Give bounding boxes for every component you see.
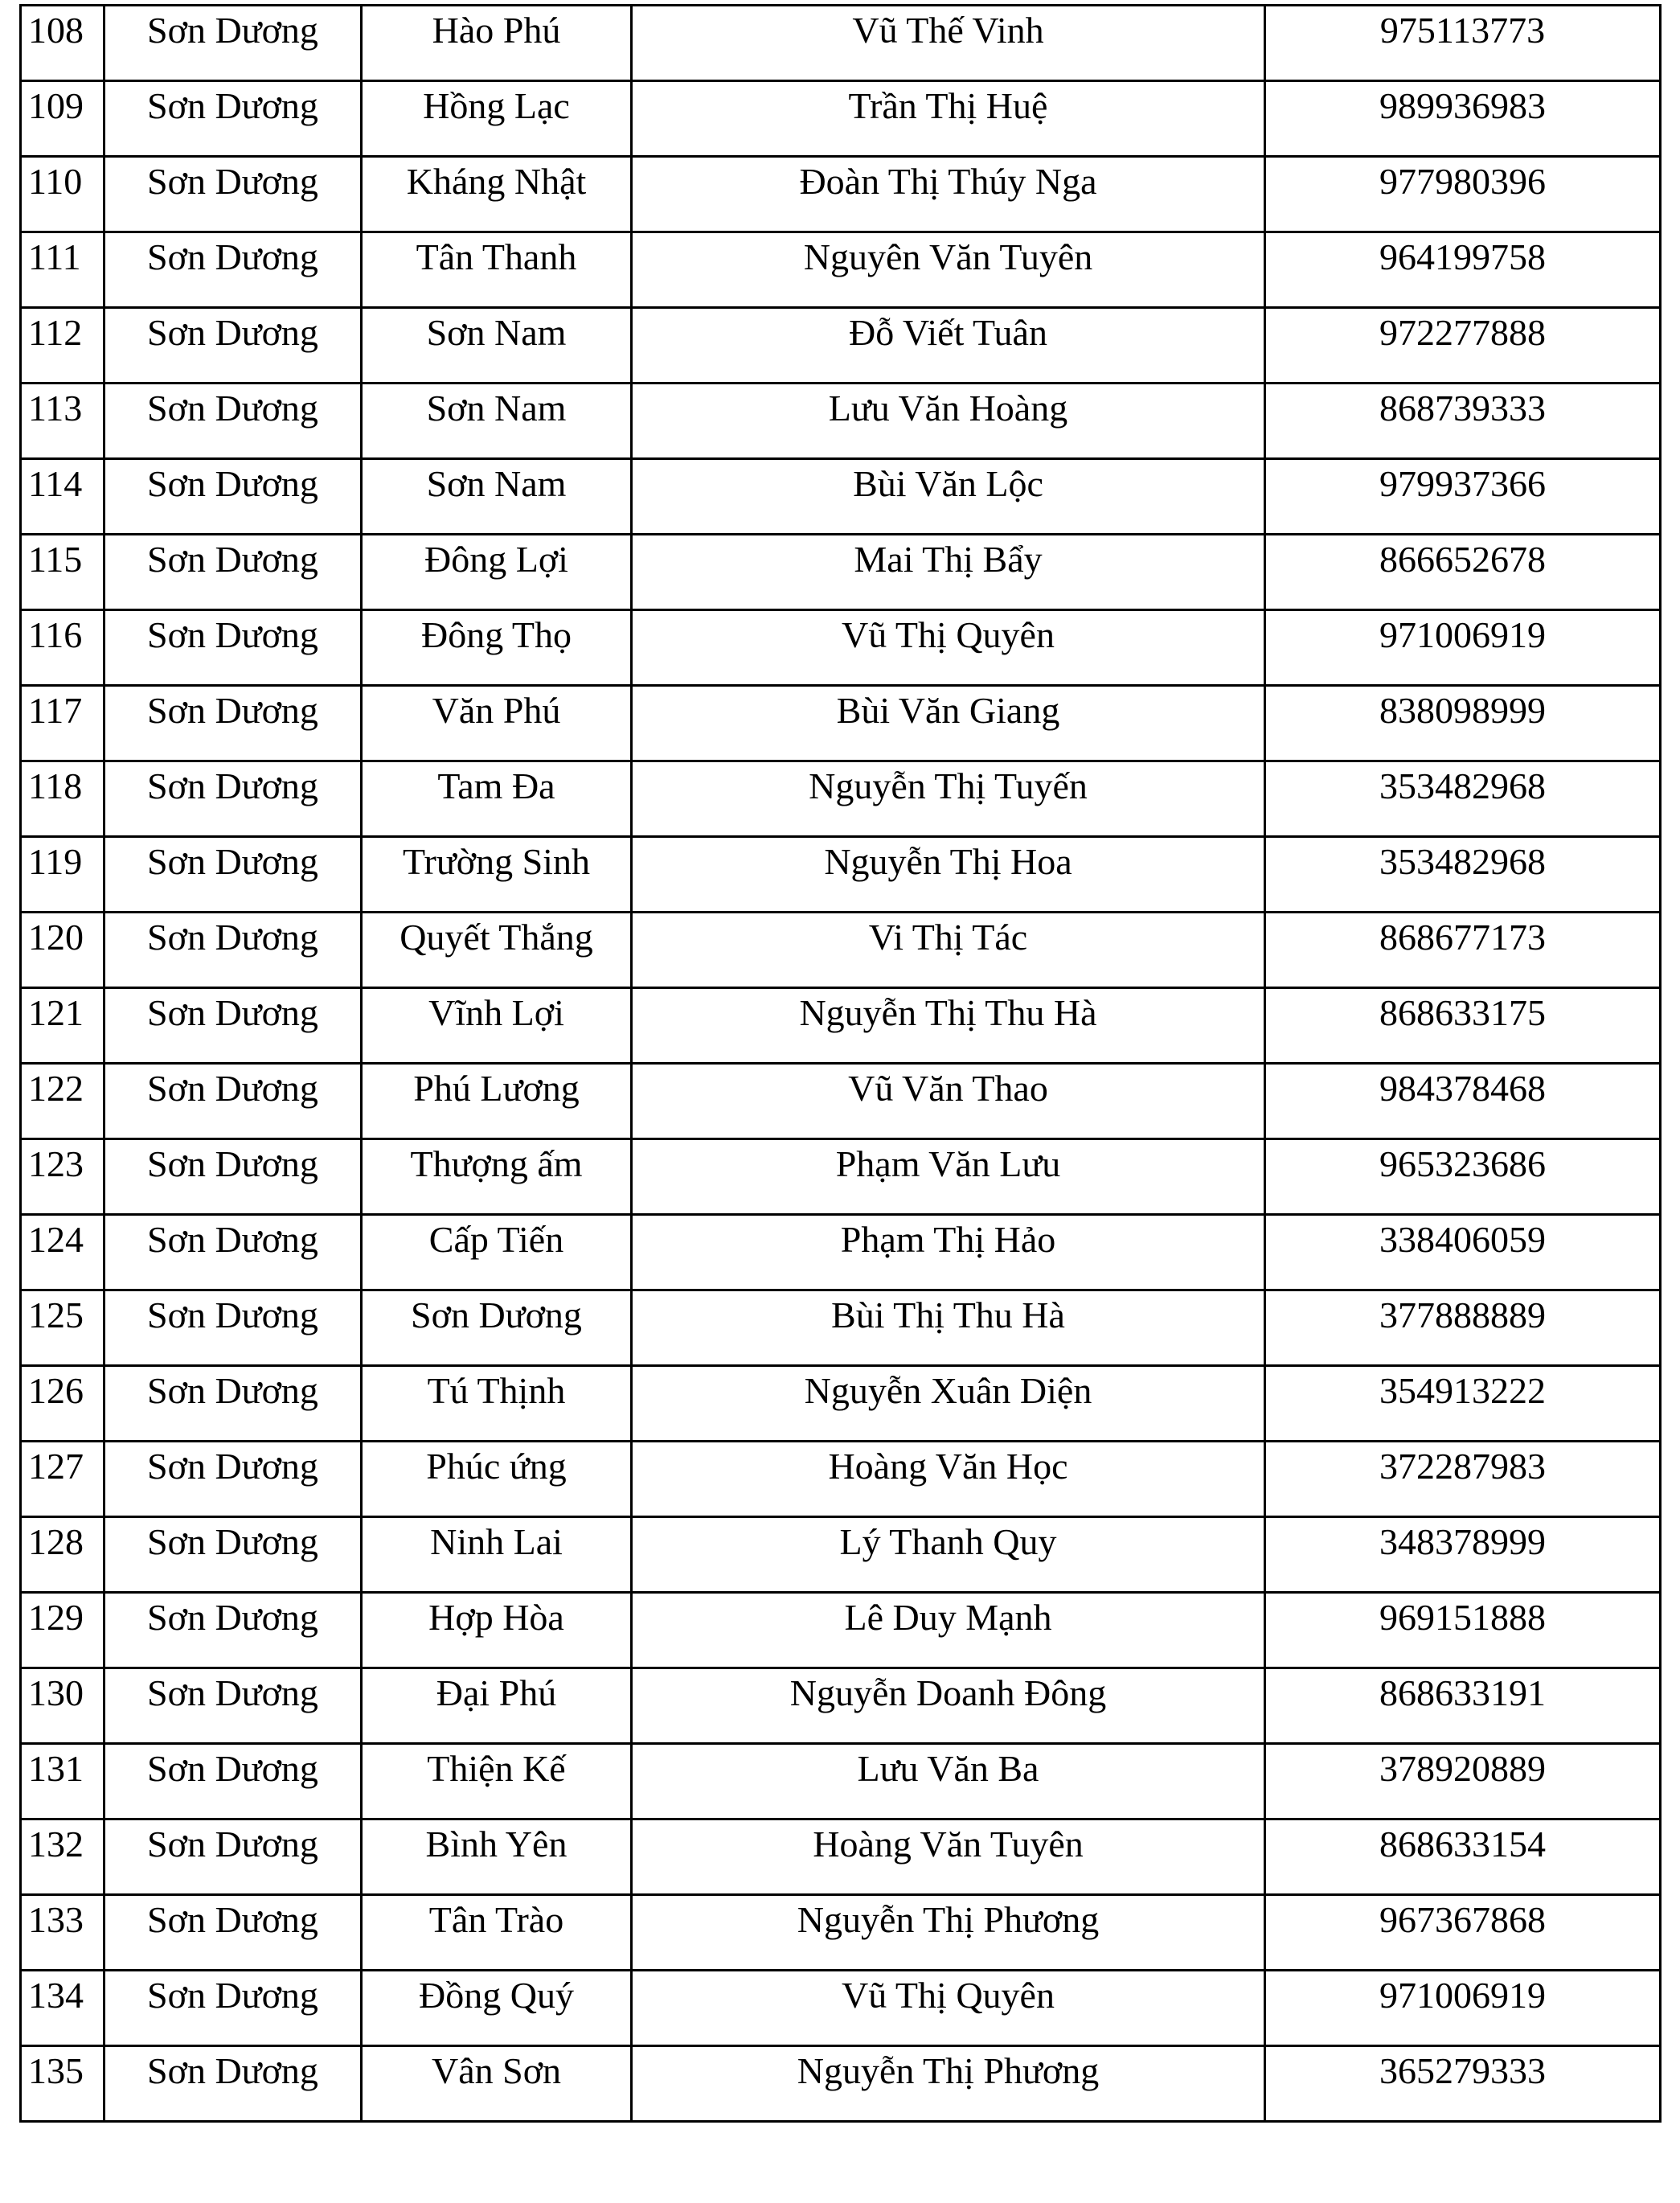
- commune-cell: Tam Đa: [362, 761, 632, 837]
- person-name-cell: Vũ Thị Quyên: [632, 610, 1265, 686]
- table-row: [21, 1290, 1661, 1366]
- table-row: [21, 535, 1661, 610]
- person-name-cell: Bùi Thị Thu Hà: [632, 1290, 1265, 1366]
- district-cell: Sơn Dương: [104, 988, 362, 1064]
- commune-cell: Sơn Dương: [362, 1290, 632, 1366]
- phone-number-cell: 868677173: [1265, 913, 1661, 988]
- phone-number-cell: 353482968: [1265, 837, 1661, 913]
- table-body: [21, 6, 1661, 2122]
- table-row: [21, 2046, 1661, 2122]
- row-number-cell: 130: [21, 1668, 104, 1744]
- phone-number-cell: 866652678: [1265, 535, 1661, 610]
- commune-cell: Sơn Nam: [362, 384, 632, 459]
- phone-number-cell: 964199758: [1265, 232, 1661, 308]
- row-number-cell: 121: [21, 988, 104, 1064]
- phone-number-cell: 984378468: [1265, 1064, 1661, 1139]
- person-name-cell: Bùi Văn Lộc: [632, 459, 1265, 535]
- row-number-cell: 116: [21, 610, 104, 686]
- table-row: [21, 1819, 1661, 1895]
- commune-cell: Đông Lợi: [362, 535, 632, 610]
- row-number-cell: 108: [21, 6, 104, 81]
- district-cell: Sơn Dương: [104, 1517, 362, 1593]
- phone-number-cell: 838098999: [1265, 686, 1661, 761]
- phone-number-cell: 354913222: [1265, 1366, 1661, 1442]
- phone-number-cell: 979937366: [1265, 459, 1661, 535]
- district-cell: Sơn Dương: [104, 1064, 362, 1139]
- row-number-cell: 133: [21, 1895, 104, 1971]
- table-row: [21, 1668, 1661, 1744]
- district-cell: Sơn Dương: [104, 1290, 362, 1366]
- commune-cell: Thượng ấm: [362, 1139, 632, 1215]
- person-name-cell: Lưu Văn Hoàng: [632, 384, 1265, 459]
- row-number-cell: 134: [21, 1971, 104, 2046]
- district-cell: Sơn Dương: [104, 913, 362, 988]
- person-name-cell: Vũ Thị Quyên: [632, 1971, 1265, 2046]
- person-name-cell: Nguyễn Thị Phương: [632, 1895, 1265, 1971]
- row-number-cell: 120: [21, 913, 104, 988]
- row-number-cell: 123: [21, 1139, 104, 1215]
- commune-cell: Sơn Nam: [362, 459, 632, 535]
- person-name-cell: Mai Thị Bẩy: [632, 535, 1265, 610]
- phone-number-cell: 353482968: [1265, 761, 1661, 837]
- phone-number-cell: 372287983: [1265, 1442, 1661, 1517]
- table-row: [21, 1895, 1661, 1971]
- district-cell: Sơn Dương: [104, 2046, 362, 2122]
- row-number-cell: 117: [21, 686, 104, 761]
- person-name-cell: Đoàn Thị Thúy Nga: [632, 157, 1265, 232]
- table-row: [21, 988, 1661, 1064]
- district-cell: Sơn Dương: [104, 157, 362, 232]
- person-name-cell: Nguyễn Thị Tuyến: [632, 761, 1265, 837]
- row-number-cell: 127: [21, 1442, 104, 1517]
- row-number-cell: 115: [21, 535, 104, 610]
- district-cell: Sơn Dương: [104, 232, 362, 308]
- person-name-cell: Nguyên Văn Tuyên: [632, 232, 1265, 308]
- phone-number-cell: 868633154: [1265, 1819, 1661, 1895]
- phone-number-cell: 971006919: [1265, 1971, 1661, 2046]
- district-cell: Sơn Dương: [104, 1819, 362, 1895]
- table-row: [21, 913, 1661, 988]
- commune-cell: Kháng Nhật: [362, 157, 632, 232]
- commune-cell: Sơn Nam: [362, 308, 632, 384]
- table-row: [21, 1517, 1661, 1593]
- table-row: [21, 6, 1661, 81]
- commune-cell: Đồng Quý: [362, 1971, 632, 2046]
- commune-cell: Hợp Hòa: [362, 1593, 632, 1668]
- district-cell: Sơn Dương: [104, 1593, 362, 1668]
- commune-cell: Tân Trào: [362, 1895, 632, 1971]
- commune-cell: Vân Sơn: [362, 2046, 632, 2122]
- row-number-cell: 128: [21, 1517, 104, 1593]
- person-name-cell: Nguyễn Xuân Diện: [632, 1366, 1265, 1442]
- commune-cell: Đông Thọ: [362, 610, 632, 686]
- row-number-cell: 126: [21, 1366, 104, 1442]
- person-name-cell: Lê Duy Mạnh: [632, 1593, 1265, 1668]
- commune-cell: Trường Sinh: [362, 837, 632, 913]
- person-name-cell: Phạm Thị Hảo: [632, 1215, 1265, 1290]
- commune-cell: Vĩnh Lợi: [362, 988, 632, 1064]
- table-row: [21, 1215, 1661, 1290]
- phone-number-cell: 868739333: [1265, 384, 1661, 459]
- table-row: [21, 1366, 1661, 1442]
- commune-cell: Phúc ứng: [362, 1442, 632, 1517]
- row-number-cell: 125: [21, 1290, 104, 1366]
- district-cell: Sơn Dương: [104, 1971, 362, 2046]
- person-name-cell: Bùi Văn Giang: [632, 686, 1265, 761]
- table-row: [21, 686, 1661, 761]
- district-cell: Sơn Dương: [104, 459, 362, 535]
- district-cell: Sơn Dương: [104, 535, 362, 610]
- commune-cell: Quyết Thắng: [362, 913, 632, 988]
- table-row: [21, 1744, 1661, 1819]
- row-number-cell: 114: [21, 459, 104, 535]
- row-number-cell: 112: [21, 308, 104, 384]
- phone-number-cell: 969151888: [1265, 1593, 1661, 1668]
- table-row: [21, 1971, 1661, 2046]
- row-number-cell: 122: [21, 1064, 104, 1139]
- commune-cell: Tú Thịnh: [362, 1366, 632, 1442]
- row-number-cell: 109: [21, 81, 104, 157]
- phone-number-cell: 868633175: [1265, 988, 1661, 1064]
- commune-cell: Bình Yên: [362, 1819, 632, 1895]
- person-name-cell: Vũ Văn Thao: [632, 1064, 1265, 1139]
- person-name-cell: Nguyễn Thị Hoa: [632, 837, 1265, 913]
- person-name-cell: Nguyễn Doanh Đông: [632, 1668, 1265, 1744]
- person-name-cell: Lý Thanh Quy: [632, 1517, 1265, 1593]
- district-cell: Sơn Dương: [104, 837, 362, 913]
- district-cell: Sơn Dương: [104, 384, 362, 459]
- commune-cell: Văn Phú: [362, 686, 632, 761]
- district-cell: Sơn Dương: [104, 610, 362, 686]
- district-cell: Sơn Dương: [104, 308, 362, 384]
- table-row: [21, 1593, 1661, 1668]
- person-name-cell: Trần Thị Huệ: [632, 81, 1265, 157]
- district-cell: Sơn Dương: [104, 686, 362, 761]
- table-row: [21, 157, 1661, 232]
- phone-number-cell: 971006919: [1265, 610, 1661, 686]
- row-number-cell: 113: [21, 384, 104, 459]
- phone-number-cell: 348378999: [1265, 1517, 1661, 1593]
- phone-number-cell: 975113773: [1265, 6, 1661, 81]
- commune-cell: Hào Phú: [362, 6, 632, 81]
- person-name-cell: Đỗ Viết Tuân: [632, 308, 1265, 384]
- phone-number-cell: 378920889: [1265, 1744, 1661, 1819]
- contact-table: [19, 4, 1662, 2123]
- table-row: [21, 384, 1661, 459]
- district-cell: Sơn Dương: [104, 1139, 362, 1215]
- district-cell: Sơn Dương: [104, 1895, 362, 1971]
- row-number-cell: 119: [21, 837, 104, 913]
- table-row: [21, 81, 1661, 157]
- row-number-cell: 111: [21, 232, 104, 308]
- row-number-cell: 132: [21, 1819, 104, 1895]
- table-row: [21, 1442, 1661, 1517]
- row-number-cell: 135: [21, 2046, 104, 2122]
- phone-number-cell: 868633191: [1265, 1668, 1661, 1744]
- row-number-cell: 131: [21, 1744, 104, 1819]
- phone-number-cell: 338406059: [1265, 1215, 1661, 1290]
- person-name-cell: Lưu Văn Ba: [632, 1744, 1265, 1819]
- person-name-cell: Vũ Thế Vinh: [632, 6, 1265, 81]
- district-cell: Sơn Dương: [104, 1744, 362, 1819]
- row-number-cell: 110: [21, 157, 104, 232]
- commune-cell: Thiện Kế: [362, 1744, 632, 1819]
- person-name-cell: Vi Thị Tác: [632, 913, 1265, 988]
- district-cell: Sơn Dương: [104, 1442, 362, 1517]
- row-number-cell: 118: [21, 761, 104, 837]
- commune-cell: Hồng Lạc: [362, 81, 632, 157]
- person-name-cell: Hoàng Văn Học: [632, 1442, 1265, 1517]
- table-row: [21, 1139, 1661, 1215]
- commune-cell: Cấp Tiến: [362, 1215, 632, 1290]
- commune-cell: Tân Thanh: [362, 232, 632, 308]
- phone-number-cell: 977980396: [1265, 157, 1661, 232]
- phone-number-cell: 972277888: [1265, 308, 1661, 384]
- table-row: [21, 232, 1661, 308]
- district-cell: Sơn Dương: [104, 1215, 362, 1290]
- row-number-cell: 124: [21, 1215, 104, 1290]
- table-row: [21, 459, 1661, 535]
- row-number-cell: 129: [21, 1593, 104, 1668]
- commune-cell: Ninh Lai: [362, 1517, 632, 1593]
- district-cell: Sơn Dương: [104, 6, 362, 81]
- person-name-cell: Hoàng Văn Tuyên: [632, 1819, 1265, 1895]
- person-name-cell: Nguyễn Thị Phương: [632, 2046, 1265, 2122]
- table-row: [21, 761, 1661, 837]
- district-cell: Sơn Dương: [104, 81, 362, 157]
- phone-number-cell: 965323686: [1265, 1139, 1661, 1215]
- commune-cell: Đại Phú: [362, 1668, 632, 1744]
- table-row: [21, 308, 1661, 384]
- person-name-cell: Nguyễn Thị Thu Hà: [632, 988, 1265, 1064]
- phone-number-cell: 365279333: [1265, 2046, 1661, 2122]
- district-cell: Sơn Dương: [104, 761, 362, 837]
- person-name-cell: Phạm Văn Lưu: [632, 1139, 1265, 1215]
- table-row: [21, 837, 1661, 913]
- phone-number-cell: 967367868: [1265, 1895, 1661, 1971]
- table-row: [21, 610, 1661, 686]
- district-cell: Sơn Dương: [104, 1668, 362, 1744]
- district-cell: Sơn Dương: [104, 1366, 362, 1442]
- phone-number-cell: 377888889: [1265, 1290, 1661, 1366]
- commune-cell: Phú Lương: [362, 1064, 632, 1139]
- phone-number-cell: 989936983: [1265, 81, 1661, 157]
- table-row: [21, 1064, 1661, 1139]
